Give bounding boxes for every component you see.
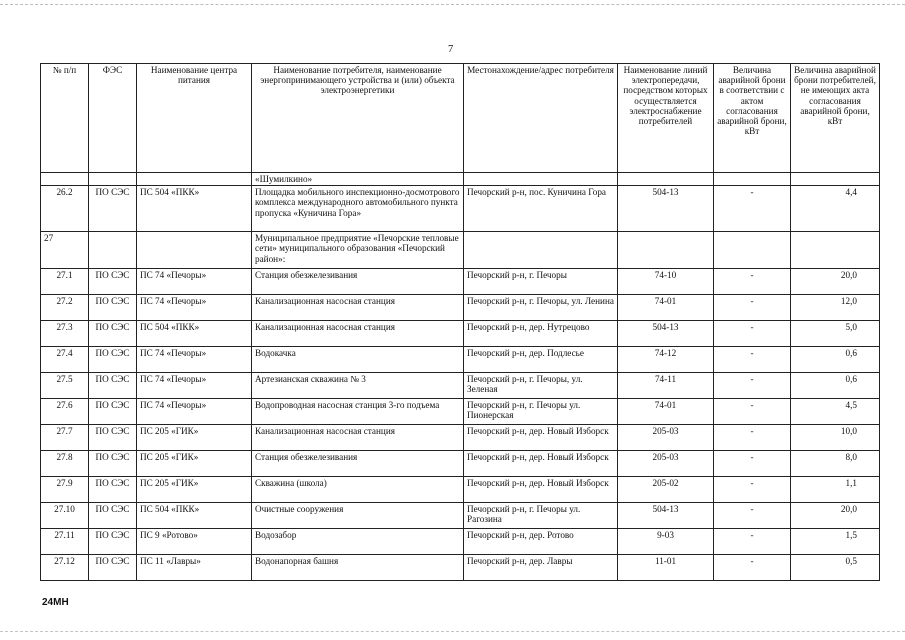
table-header-row (41, 64, 880, 173)
row-power-center: ПС 9 «Ротово» (137, 529, 252, 555)
row-fes: ПО СЭС (89, 373, 137, 399)
row-address: Печорский р-н, дер. Новый Изборск (464, 425, 618, 451)
row-consumer: Канализационная насосная станция (252, 295, 464, 321)
continuation-text: «Шумилкино» (252, 173, 464, 186)
row-consumer: Очистные сооружения (252, 503, 464, 529)
row-power-line: 504-13 (618, 503, 714, 529)
page-number: 7 (448, 44, 454, 55)
row-reserve-with-act: - (714, 477, 791, 503)
header-reserve-without-act: Величина аварийной брони потребителей, не имеющих акта согласования аварийной брони, кВт (791, 64, 880, 173)
row-power-center: ПС 205 «ГИК» (137, 451, 252, 477)
row-reserve-with-act: - (714, 425, 791, 451)
table-row (41, 295, 880, 321)
row-address: Печорский р-н, дер. Подлесье (464, 347, 618, 373)
row-fes: ПО СЭС (89, 425, 137, 451)
row-power-center: ПС 205 «ГИК» (137, 425, 252, 451)
row-fes: ПО СЭС (89, 451, 137, 477)
table-row (41, 186, 880, 232)
row-power-center: ПС 504 «ПКК» (137, 503, 252, 529)
row-reserve-without-act: 0,6 (791, 373, 880, 399)
row-reserve-without-act: 1,1 (791, 477, 880, 503)
row-reserve-with-act: - (714, 347, 791, 373)
row-power-line: 205-03 (618, 451, 714, 477)
row-consumer: Водокачка (252, 347, 464, 373)
row-fes: ПО СЭС (89, 399, 137, 425)
row-number: 27.2 (41, 295, 89, 321)
row-reserve-without-act: 10,0 (791, 425, 880, 451)
row-number: 27.12 (41, 555, 89, 581)
row-power-line: 74-12 (618, 347, 714, 373)
row-fes: ПО СЭС (89, 503, 137, 529)
row-reserve-without-act: 0,6 (791, 347, 880, 373)
row-consumer: Артезианская скважина № 3 (252, 373, 464, 399)
row-fes: ПО СЭС (89, 477, 137, 503)
row-power-center: ПС 74 «Печоры» (137, 399, 252, 425)
table-row (41, 503, 880, 529)
row-consumer: Водозабор (252, 529, 464, 555)
row-reserve-with-act: - (714, 269, 791, 295)
scan-edge-top (0, 4, 905, 5)
row-power-line: 504-13 (618, 186, 714, 232)
scan-edge-bottom (0, 631, 905, 632)
row-fes: ПО СЭС (89, 555, 137, 581)
row-address: Печорский р-н, дер. Новый Изборск (464, 477, 618, 503)
table-row (41, 399, 880, 425)
row-consumer: Канализационная насосная станция (252, 425, 464, 451)
table-row (41, 347, 880, 373)
row-number: 26.2 (41, 186, 89, 232)
row-reserve-without-act: 12,0 (791, 295, 880, 321)
row-reserve-without-act: 20,0 (791, 269, 880, 295)
row-number: 27.8 (41, 451, 89, 477)
row-power-line: 11-01 (618, 555, 714, 581)
row-power-center: ПС 74 «Печоры» (137, 373, 252, 399)
table-row (41, 321, 880, 347)
header-power-center: Наименование центра питания (137, 64, 252, 173)
row-reserve-without-act: 1,5 (791, 529, 880, 555)
row-consumer: Станция обезжелезивания (252, 451, 464, 477)
row-power-line: 205-03 (618, 425, 714, 451)
row-power-line: 205-02 (618, 477, 714, 503)
group-number: 27 (41, 232, 89, 269)
header-address: Местонахождение/адрес потребителя (464, 64, 618, 173)
header-power-line: Наименование линий электропередачи, посредством которых осуществляется электроснабжение потребителей (618, 64, 714, 173)
row-power-center: ПС 74 «Печоры» (137, 295, 252, 321)
row-reserve-with-act: - (714, 529, 791, 555)
row-fes: ПО СЭС (89, 186, 137, 232)
row-number: 27.10 (41, 503, 89, 529)
row-address: Печорский р-н, г. Печоры ул. Рагозина (464, 503, 618, 529)
row-reserve-without-act: 4,5 (791, 399, 880, 425)
row-reserve-with-act: - (714, 503, 791, 529)
row-fes: ПО СЭС (89, 269, 137, 295)
row-fes: ПО СЭС (89, 321, 137, 347)
group-row (41, 232, 880, 269)
table-row (41, 451, 880, 477)
row-reserve-without-act: 4,4 (791, 186, 880, 232)
row-number: 27.6 (41, 399, 89, 425)
row-address: Печорский р-н, дер. Ротово (464, 529, 618, 555)
row-address: Печорский р-н, г. Печоры (464, 269, 618, 295)
row-consumer: Водопроводная насосная станция 3-го подъема (252, 399, 464, 425)
row-number: 27.1 (41, 269, 89, 295)
row-power-line: 504-13 (618, 321, 714, 347)
table-row (41, 555, 880, 581)
continuation-row (41, 173, 880, 186)
row-number: 27.9 (41, 477, 89, 503)
row-address: Печорский р-н, г. Печоры, ул. Ленина (464, 295, 618, 321)
table-row (41, 529, 880, 555)
row-reserve-with-act: - (714, 373, 791, 399)
row-number: 27.3 (41, 321, 89, 347)
row-power-center: ПС 504 «ПКК» (137, 186, 252, 232)
row-address: Печорский р-н, дер. Новый Изборск (464, 451, 618, 477)
row-power-line: 9-03 (618, 529, 714, 555)
emergency-reserve-table (40, 63, 880, 581)
row-reserve-with-act: - (714, 451, 791, 477)
row-power-center: ПС 74 «Печоры» (137, 269, 252, 295)
row-consumer: Площадка мобильного инспекционно-досмотрового комплекса международного автомобильного пункта пропуска «Куничина Гора» (252, 186, 464, 232)
row-reserve-without-act: 5,0 (791, 321, 880, 347)
row-power-center: ПС 11 «Лавры» (137, 555, 252, 581)
row-power-line: 74-10 (618, 269, 714, 295)
row-number: 27.7 (41, 425, 89, 451)
row-consumer: Канализационная насосная станция (252, 321, 464, 347)
row-reserve-with-act: - (714, 186, 791, 232)
row-reserve-without-act: 0,5 (791, 555, 880, 581)
header-fes: ФЭС (89, 64, 137, 173)
table-row (41, 425, 880, 451)
row-address: Печорский р-н, пос. Куничина Гора (464, 186, 618, 232)
row-address: Печорский р-н, г. Печоры ул. Пионерская (464, 399, 618, 425)
row-reserve-without-act: 20,0 (791, 503, 880, 529)
footer-code: 24МН (42, 597, 69, 608)
row-power-center: ПС 74 «Печоры» (137, 347, 252, 373)
row-consumer: Водонапорная башня (252, 555, 464, 581)
row-consumer: Скважина (школа) (252, 477, 464, 503)
row-reserve-with-act: - (714, 399, 791, 425)
row-number: 27.5 (41, 373, 89, 399)
table-row (41, 477, 880, 503)
row-address: Печорский р-н, дер. Нутрецово (464, 321, 618, 347)
row-reserve-with-act: - (714, 321, 791, 347)
row-address: Печорский р-н, дер. Лавры (464, 555, 618, 581)
row-power-center: ПС 504 «ПКК» (137, 321, 252, 347)
table-row (41, 269, 880, 295)
row-reserve-with-act: - (714, 555, 791, 581)
table-row (41, 373, 880, 399)
row-power-center: ПС 205 «ГИК» (137, 477, 252, 503)
row-reserve-with-act: - (714, 295, 791, 321)
row-fes: ПО СЭС (89, 347, 137, 373)
table-body (41, 269, 880, 581)
header-reserve-with-act: Величина аварийной брони в соответствии с актом согласования аварийной брони, кВт (714, 64, 791, 173)
row-number: 27.11 (41, 529, 89, 555)
header-number: № п/п (41, 64, 89, 173)
row-consumer: Станция обезжелезивания (252, 269, 464, 295)
row-power-line: 74-01 (618, 399, 714, 425)
row-fes: ПО СЭС (89, 529, 137, 555)
row-power-line: 74-11 (618, 373, 714, 399)
header-consumer: Наименование потребителя, наименование энергопринимающего устройства и (или) объекта электроэнергетики (252, 64, 464, 173)
row-reserve-without-act: 8,0 (791, 451, 880, 477)
row-number: 27.4 (41, 347, 89, 373)
row-power-line: 74-01 (618, 295, 714, 321)
group-consumer: Муниципальное предприятие «Печорские тепловые сети» муниципального образования «Печорский район»: (252, 232, 464, 269)
row-address: Печорский р-н, г. Печоры, ул. Зеленая (464, 373, 618, 399)
row-fes: ПО СЭС (89, 295, 137, 321)
